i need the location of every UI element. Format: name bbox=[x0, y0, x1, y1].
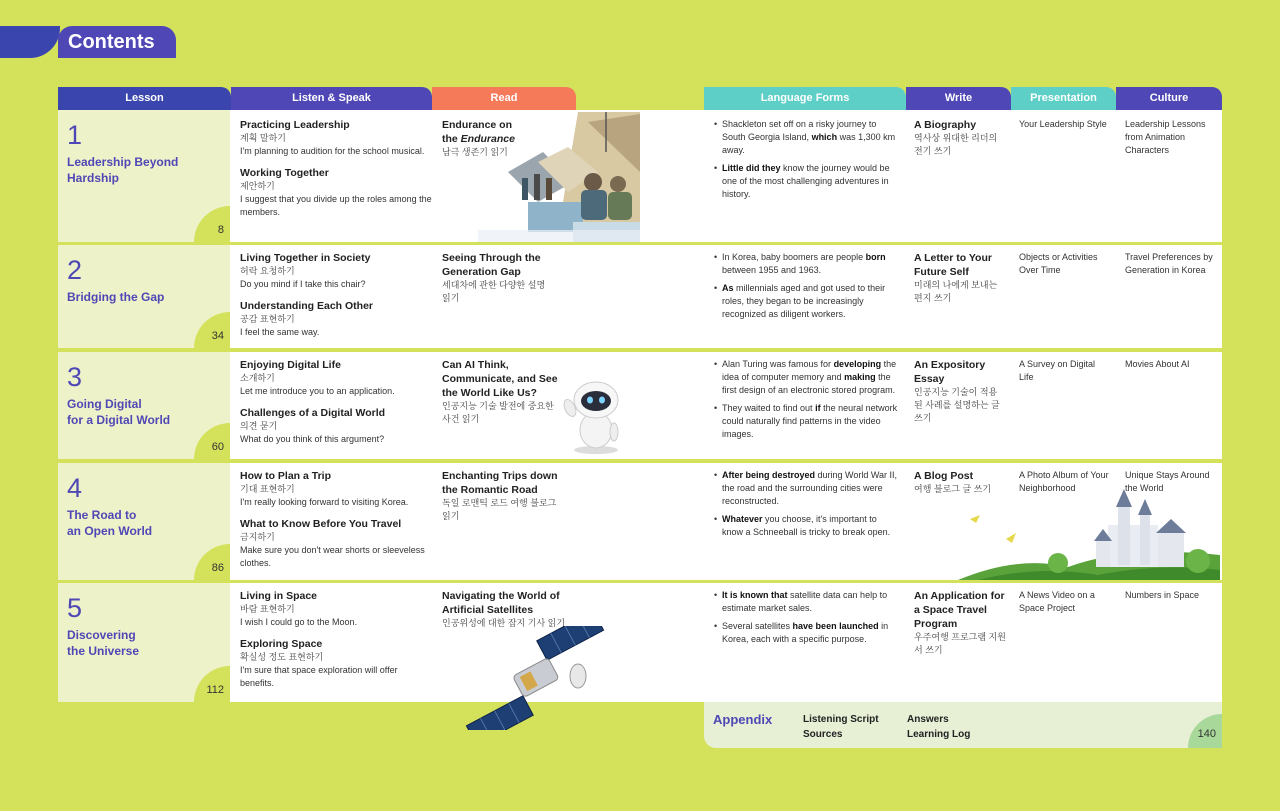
language-form-item bbox=[714, 282, 898, 321]
language-forms-cell bbox=[714, 469, 898, 544]
speak-topic-title: Living Together in Society bbox=[240, 252, 371, 264]
speak-topic-korean: 계획 말하기 bbox=[240, 133, 286, 143]
form-bold: born bbox=[865, 252, 886, 262]
read-korean: 인공위성에 대한 잡지 기사 읽기 bbox=[442, 618, 566, 628]
lesson-row-4 bbox=[58, 463, 1222, 580]
appendix-item-sources: Sources bbox=[803, 729, 843, 740]
speak-topic-korean: 제안하기 bbox=[240, 181, 275, 191]
form-bold: if bbox=[815, 403, 821, 413]
speak-topic-example: Make sure you don't wear shorts or sleeveless clothes. bbox=[240, 545, 425, 568]
form-text: the idea of computer memory and bbox=[722, 359, 897, 382]
speak-topic-example: Let me introduce you to an application. bbox=[240, 386, 395, 396]
write-title: An Expository Essay bbox=[914, 359, 986, 385]
header-lesson: Lesson bbox=[58, 87, 231, 110]
lesson-title-line1: Going Digital bbox=[67, 397, 142, 411]
appendix-column-1 bbox=[803, 712, 879, 742]
speak-topic-example: I feel the same way. bbox=[240, 327, 320, 337]
speak-topic-korean: 허락 요청하기 bbox=[240, 266, 295, 276]
speak-topic bbox=[240, 251, 432, 291]
listen-speak-cell bbox=[240, 358, 432, 454]
speak-topic bbox=[240, 469, 432, 509]
read-title: Seeing Through the Generation Gap bbox=[442, 252, 541, 278]
listen-speak-cell bbox=[240, 469, 432, 578]
form-bold: Little did they bbox=[722, 163, 781, 173]
page-badge bbox=[194, 206, 230, 242]
lesson-title-line2: the Universe bbox=[67, 644, 140, 658]
write-korean: 우주여행 프로그램 지원서 쓰기 bbox=[914, 632, 1006, 655]
read-korean: 세대차에 관한 다양한 설명 읽기 bbox=[442, 280, 546, 303]
presentation-cell: Your Leadership Style bbox=[1019, 119, 1107, 129]
page-number: 34 bbox=[211, 330, 224, 342]
appendix-title: Appendix bbox=[713, 712, 773, 727]
speak-topic-title: Challenges of a Digital World bbox=[240, 407, 386, 419]
language-form-item bbox=[714, 402, 898, 441]
antarctic-explorers-illustration bbox=[478, 112, 640, 242]
lesson-cell bbox=[58, 583, 230, 702]
form-text: Several satellites bbox=[722, 621, 793, 631]
lesson-title bbox=[67, 396, 217, 428]
speak-topic-korean: 의견 묻기 bbox=[240, 421, 278, 431]
speak-topic-title: Enjoying Digital Life bbox=[240, 359, 341, 371]
header-presentation: Presentation bbox=[1011, 87, 1116, 110]
header-listen-speak: Listen & Speak bbox=[231, 87, 432, 110]
header-language-forms: Language Forms bbox=[704, 87, 906, 110]
write-title: A Biography bbox=[914, 119, 977, 131]
lesson-cell bbox=[58, 352, 230, 459]
page-title: Contents bbox=[58, 26, 176, 58]
form-text: during World War II, the road and the surrounding cities were reconstructed. bbox=[722, 470, 898, 506]
speak-topic-title: Practicing Leadership bbox=[240, 119, 350, 131]
satellite-illustration bbox=[458, 626, 612, 730]
read-title-line1: Endurance on bbox=[442, 119, 513, 131]
form-text: you choose, it's important to know a Schneeball is tricky to break open. bbox=[722, 514, 891, 537]
robot-illustration bbox=[562, 378, 626, 454]
lesson-title-line1: Discovering bbox=[67, 628, 136, 642]
language-form-item bbox=[714, 469, 898, 508]
read-cell bbox=[442, 469, 558, 523]
header-culture: Culture bbox=[1116, 87, 1222, 110]
lesson-cell bbox=[58, 463, 230, 580]
appendix-item-listening-script: Listening Script bbox=[803, 714, 879, 725]
language-form-item bbox=[714, 251, 898, 277]
culture-cell: Movies About AI bbox=[1125, 359, 1190, 369]
speak-topic-korean: 기대 표현하기 bbox=[240, 484, 295, 494]
speak-topic bbox=[240, 637, 432, 690]
speak-topic-title: What to Know Before You Travel bbox=[240, 518, 402, 530]
language-form-item bbox=[714, 589, 898, 615]
form-text: was 1,300 km away. bbox=[722, 132, 896, 155]
lesson-cell bbox=[58, 110, 230, 242]
read-title: Enchanting Trips down the Romantic Road bbox=[442, 470, 558, 496]
appendix-panel bbox=[704, 702, 1222, 748]
speak-topic-title: How to Plan a Trip bbox=[240, 470, 332, 482]
lesson-number: 5 bbox=[67, 593, 83, 623]
form-text: satellite data can help to estimate market sales. bbox=[722, 590, 888, 613]
speak-topic-title: Working Together bbox=[240, 167, 329, 179]
contents-title-tab bbox=[0, 26, 176, 58]
listen-speak-cell bbox=[240, 589, 432, 698]
language-forms-cell bbox=[714, 118, 898, 206]
write-korean: 인공지능 기술이 적용된 사례를 설명하는 글 쓰기 bbox=[914, 387, 1000, 423]
lesson-title: Bridging the Gap bbox=[67, 290, 165, 304]
page-badge bbox=[194, 312, 230, 348]
speak-topic bbox=[240, 517, 432, 570]
lesson-title-line2: for a Digital World bbox=[67, 413, 171, 427]
language-form-item bbox=[714, 358, 898, 397]
lesson-row-5 bbox=[58, 583, 1222, 702]
write-korean: 역사상 위대한 리더의 전기 쓰기 bbox=[914, 133, 998, 156]
form-text: millennials aged and got used to their roles, they began to be increasingly recognized as diligent workers. bbox=[722, 283, 886, 319]
speak-topic-title: Understanding Each Other bbox=[240, 300, 374, 312]
lesson-title bbox=[67, 507, 217, 539]
page-number: 86 bbox=[211, 562, 224, 574]
listen-speak-cell bbox=[240, 251, 432, 347]
page-badge bbox=[194, 544, 230, 580]
lesson-number: 4 bbox=[67, 473, 83, 503]
lesson-cell bbox=[58, 245, 230, 348]
read-cell bbox=[442, 589, 572, 630]
form-bold: After being destroyed bbox=[722, 470, 816, 480]
form-text: the neural network could naturally find patterns in the video images. bbox=[722, 403, 898, 439]
write-cell bbox=[914, 251, 1006, 305]
page-number: 60 bbox=[211, 441, 224, 453]
speak-topic-example: I'm planning to audition for the school musical. bbox=[240, 146, 425, 156]
appendix-column-2 bbox=[907, 712, 970, 742]
form-text: the first design of an electronic stored program. bbox=[722, 372, 896, 395]
read-korean: 인공지능 기술 발전에 중요한 사건 읽기 bbox=[442, 401, 554, 424]
speak-topic-example: What do you think of this argument? bbox=[240, 434, 385, 444]
speak-topic-example: I wish I could go to the Moon. bbox=[240, 617, 358, 627]
read-title: Navigating the World of Artificial Satellites bbox=[442, 590, 560, 616]
speak-topic bbox=[240, 358, 432, 398]
write-title: An Application for a Space Travel Program bbox=[914, 590, 1005, 630]
page-number: 8 bbox=[217, 224, 224, 236]
write-cell bbox=[914, 118, 1006, 158]
culture-cell: Unique Stays Around the World bbox=[1125, 470, 1210, 493]
lesson-row-3 bbox=[58, 352, 1222, 459]
speak-topic bbox=[240, 166, 432, 219]
form-text: between 1955 and 1963. bbox=[722, 265, 822, 275]
read-cell bbox=[442, 358, 558, 426]
speak-topic-title: Exploring Space bbox=[240, 638, 323, 650]
form-bold: developing bbox=[833, 359, 882, 369]
lesson-number: 3 bbox=[67, 362, 83, 392]
write-title: A Letter to Your Future Self bbox=[914, 252, 992, 278]
lesson-number: 2 bbox=[67, 255, 83, 285]
language-form-item bbox=[714, 620, 898, 646]
appendix-item-learning-log: Learning Log bbox=[907, 729, 971, 740]
header-read: Read bbox=[432, 87, 576, 110]
page-badge bbox=[194, 423, 230, 459]
page-number: 140 bbox=[1197, 728, 1216, 740]
form-bold: As bbox=[722, 283, 734, 293]
read-title-prefix: the bbox=[442, 133, 461, 145]
speak-topic-korean: 금지하기 bbox=[240, 532, 275, 542]
language-form-item bbox=[714, 513, 898, 539]
speak-topic bbox=[240, 118, 432, 158]
form-bold: Whatever bbox=[722, 514, 763, 524]
culture-cell: Leadership Lessons from Animation Characters bbox=[1125, 119, 1206, 155]
speak-topic-title: Living in Space bbox=[240, 590, 318, 602]
lesson-title bbox=[67, 627, 217, 659]
form-text: Alan Turing was famous for bbox=[722, 359, 834, 369]
page-number: 112 bbox=[206, 684, 224, 696]
lesson-row-1 bbox=[58, 110, 1222, 242]
form-text: in Korea, each with a specific purpose. bbox=[722, 621, 889, 644]
castle-landscape-illustration bbox=[958, 485, 1220, 580]
lesson-title: Leadership Beyond Hardship bbox=[67, 155, 179, 185]
speak-topic-korean: 확실성 정도 표현하기 bbox=[240, 652, 324, 662]
read-title-italic: Endurance bbox=[460, 133, 515, 145]
language-forms-cell bbox=[714, 251, 898, 326]
read-korean: 독일 로맨틱 로드 여행 블로그 읽기 bbox=[442, 498, 557, 521]
language-form-item bbox=[714, 118, 898, 157]
page-badge bbox=[1188, 714, 1222, 748]
form-text: They waited to find out bbox=[722, 403, 816, 413]
read-title: Can AI Think, Communicate, and See the World Like Us? bbox=[442, 359, 558, 399]
speak-topic-korean: 공감 표현하기 bbox=[240, 314, 295, 324]
language-forms-cell bbox=[714, 589, 898, 651]
speak-topic bbox=[240, 589, 432, 629]
lesson-number: 1 bbox=[67, 120, 83, 150]
lesson-title-line2: an Open World bbox=[67, 524, 153, 538]
speak-topic-korean: 소개하기 bbox=[240, 373, 275, 383]
header-write: Write bbox=[906, 87, 1011, 110]
form-bold: making bbox=[844, 372, 876, 382]
write-korean: 미래의 나에게 보내는 편지 쓰기 bbox=[914, 280, 998, 303]
lesson-title-line1: The Road to bbox=[67, 508, 137, 522]
title-accent bbox=[0, 26, 60, 58]
write-cell bbox=[914, 358, 1000, 425]
culture-cell: Travel Preferences by Generation in Korea bbox=[1125, 252, 1213, 275]
speak-topic-example: Do you mind if I take this chair? bbox=[240, 279, 366, 289]
lesson-row-2 bbox=[58, 245, 1222, 348]
language-forms-cell bbox=[714, 358, 898, 446]
form-bold: have been launched bbox=[792, 621, 879, 631]
appendix-item-answers: Answers bbox=[907, 714, 949, 725]
speak-topic-example: I'm really looking forward to visiting Korea. bbox=[240, 497, 409, 507]
write-title: A Blog Post bbox=[914, 470, 974, 482]
listen-speak-cell bbox=[240, 118, 432, 227]
speak-topic-example: I suggest that you divide up the roles among the members. bbox=[240, 194, 432, 217]
read-cell bbox=[442, 251, 546, 305]
form-text: know the journey would be one of the most challenging adventures in history. bbox=[722, 163, 890, 199]
speak-topic-korean: 바람 표현하기 bbox=[240, 604, 295, 614]
presentation-cell: A Photo Album of Your Neighborhood bbox=[1019, 470, 1109, 493]
form-text: In Korea, baby boomers are people bbox=[722, 252, 866, 262]
language-form-item bbox=[714, 162, 898, 201]
write-korean: 여행 블로그 글 쓰기 bbox=[914, 484, 992, 494]
culture-cell: Numbers in Space bbox=[1125, 590, 1200, 600]
form-bold: which bbox=[811, 132, 838, 142]
read-korean: 남극 생존기 읽기 bbox=[442, 147, 508, 157]
speak-topic-example: I'm sure that space exploration will offer benefits. bbox=[240, 665, 398, 688]
presentation-cell: A Survey on Digital Life bbox=[1019, 359, 1096, 382]
page-badge bbox=[194, 666, 230, 702]
speak-topic bbox=[240, 406, 432, 446]
presentation-cell: Objects or Activities Over Time bbox=[1019, 252, 1098, 275]
write-cell bbox=[914, 589, 1006, 657]
presentation-cell: A News Video on a Space Project bbox=[1019, 590, 1095, 613]
form-bold: It is known that bbox=[722, 590, 788, 600]
speak-topic bbox=[240, 299, 432, 339]
form-text: Shackleton set off on a risky journey to South Georgia Island, bbox=[722, 119, 877, 142]
